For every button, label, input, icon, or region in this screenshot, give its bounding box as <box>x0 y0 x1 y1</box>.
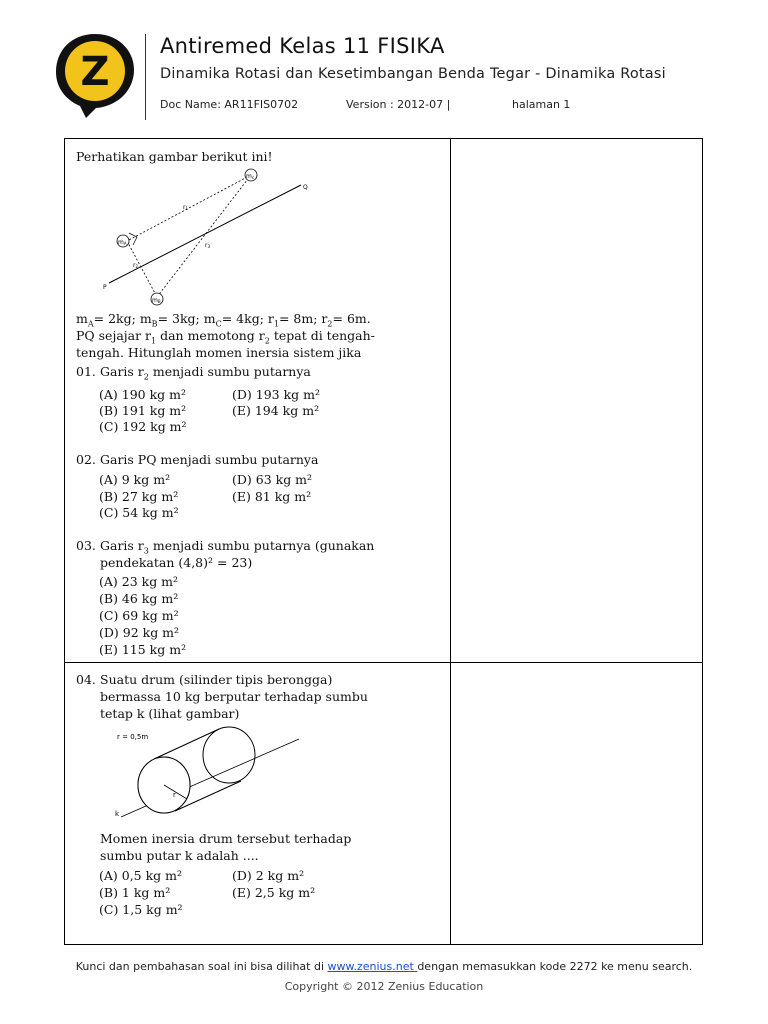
masses-diagram <box>93 167 323 307</box>
q4-option-d: (D) 2 kg m² <box>232 868 305 883</box>
q2-option-b: (B) 27 kg m² <box>99 489 179 504</box>
intro-line-3: tengah. Hitunglah momen inersia sistem jika <box>76 345 362 360</box>
q4-option-e: (E) 2,5 kg m² <box>232 885 316 900</box>
q4-line-1: Suatu drum (silinder tipis berongga) <box>100 672 333 687</box>
question-box-2 <box>64 662 703 945</box>
q3-number: 03. <box>76 538 96 553</box>
q4-prompt-2: sumbu putar k adalah .... <box>100 848 259 863</box>
document-title: Antiremed Kelas 11 FISIKA <box>160 34 445 58</box>
q1-text: Garis $r_2$ menjadi sumbu putarnya <box>100 364 311 382</box>
q2-option-e: (E) 81 kg m² <box>232 489 312 504</box>
q3-text-line-2: pendekatan (4,8)² = 23) <box>100 555 253 570</box>
svg-text:r: r <box>173 791 176 799</box>
q2-option-c: (C) 54 kg m² <box>99 505 179 520</box>
header-divider <box>145 34 146 120</box>
q3-option-a: (A) 23 kg m² <box>99 574 179 589</box>
q4-number: 04. <box>76 672 96 687</box>
column-divider <box>450 139 451 662</box>
svg-text:r1: r1 <box>183 204 189 211</box>
q3-option-c: (C) 69 kg m² <box>99 608 179 623</box>
svg-text:mA: mA <box>118 239 127 246</box>
svg-text:mB: mB <box>152 297 161 304</box>
q1-number: 01. <box>76 364 96 379</box>
svg-text:P: P <box>103 284 107 291</box>
q1-option-c: (C) 192 kg m² <box>99 419 187 434</box>
doc-name: Doc Name: AR11FIS0702 <box>160 98 299 111</box>
drum-diagram <box>109 725 309 825</box>
svg-text:mc: mc <box>246 173 255 180</box>
q4-option-b: (B) 1 kg m² <box>99 885 171 900</box>
svg-text:r3: r3 <box>205 242 211 249</box>
q3-option-e: (E) 115 kg m² <box>99 642 187 657</box>
logo-letter: Z <box>80 49 110 95</box>
zenius-link[interactable]: www.zenius.net <box>327 960 418 973</box>
q4-option-c: (C) 1,5 kg m² <box>99 902 183 917</box>
doc-version: Version : 2012-07 | <box>346 98 451 111</box>
svg-text:Q: Q <box>303 184 308 191</box>
q3-option-d: (D) 92 kg m² <box>99 625 180 640</box>
intro-lead: Perhatikan gambar berikut ini! <box>76 149 273 164</box>
q1-option-a: (A) 190 kg m² <box>99 387 186 402</box>
q4-option-a: (A) 0,5 kg m² <box>99 868 183 883</box>
q1-option-d: (D) 193 kg m² <box>232 387 320 402</box>
q2-option-d: (D) 63 kg m² <box>232 472 313 487</box>
svg-text:r = 0,5m: r = 0,5m <box>117 733 149 741</box>
page-number: halaman 1 <box>512 98 571 111</box>
copyright: Copyright © 2012 Zenius Education <box>284 980 484 993</box>
q4-prompt-1: Momen inersia drum tersebut terhadap <box>100 831 352 846</box>
footer-note: Kunci dan pembahasan soal ini bisa dilihat di www.zenius.net dengan memasukkan kode 2272 ke menu search. <box>75 960 693 973</box>
q1-option-e: (E) 194 kg m² <box>232 403 320 418</box>
svg-text:k: k <box>115 810 120 818</box>
q3-text: Garis $r_3$ menjadi sumbu putarnya (gunakan <box>100 538 375 556</box>
svg-text:r2: r2 <box>133 262 139 269</box>
question-box-1 <box>64 138 703 663</box>
document-subtitle: Dinamika Rotasi dan Kesetimbangan Benda Tegar - Dinamika Rotasi <box>160 66 666 82</box>
q2-number: 02. <box>76 452 96 467</box>
q2-option-a: (A) 9 kg m² <box>99 472 171 487</box>
q4-line-3: tetap k (lihat gambar) <box>100 706 240 721</box>
q3-option-b: (B) 46 kg m² <box>99 591 179 606</box>
zenius-logo <box>52 30 138 120</box>
q2-text: Garis PQ menjadi sumbu putarnya <box>100 452 319 467</box>
masses-line: $m_A= 2kg$; $m_B= 3kg$; $m_C= 4kg$; $r_1= 8m$; $r_2= 6m$. <box>76 311 371 329</box>
column-divider <box>450 663 451 944</box>
q1-option-b: (B) 191 kg m² <box>99 403 187 418</box>
intro-line-2: PQ sejajar $r_1$ dan memotong $r_2$ tepat di tengah- <box>76 328 375 346</box>
q4-line-2: bermassa 10 kg berputar terhadap sumbu <box>100 689 368 704</box>
